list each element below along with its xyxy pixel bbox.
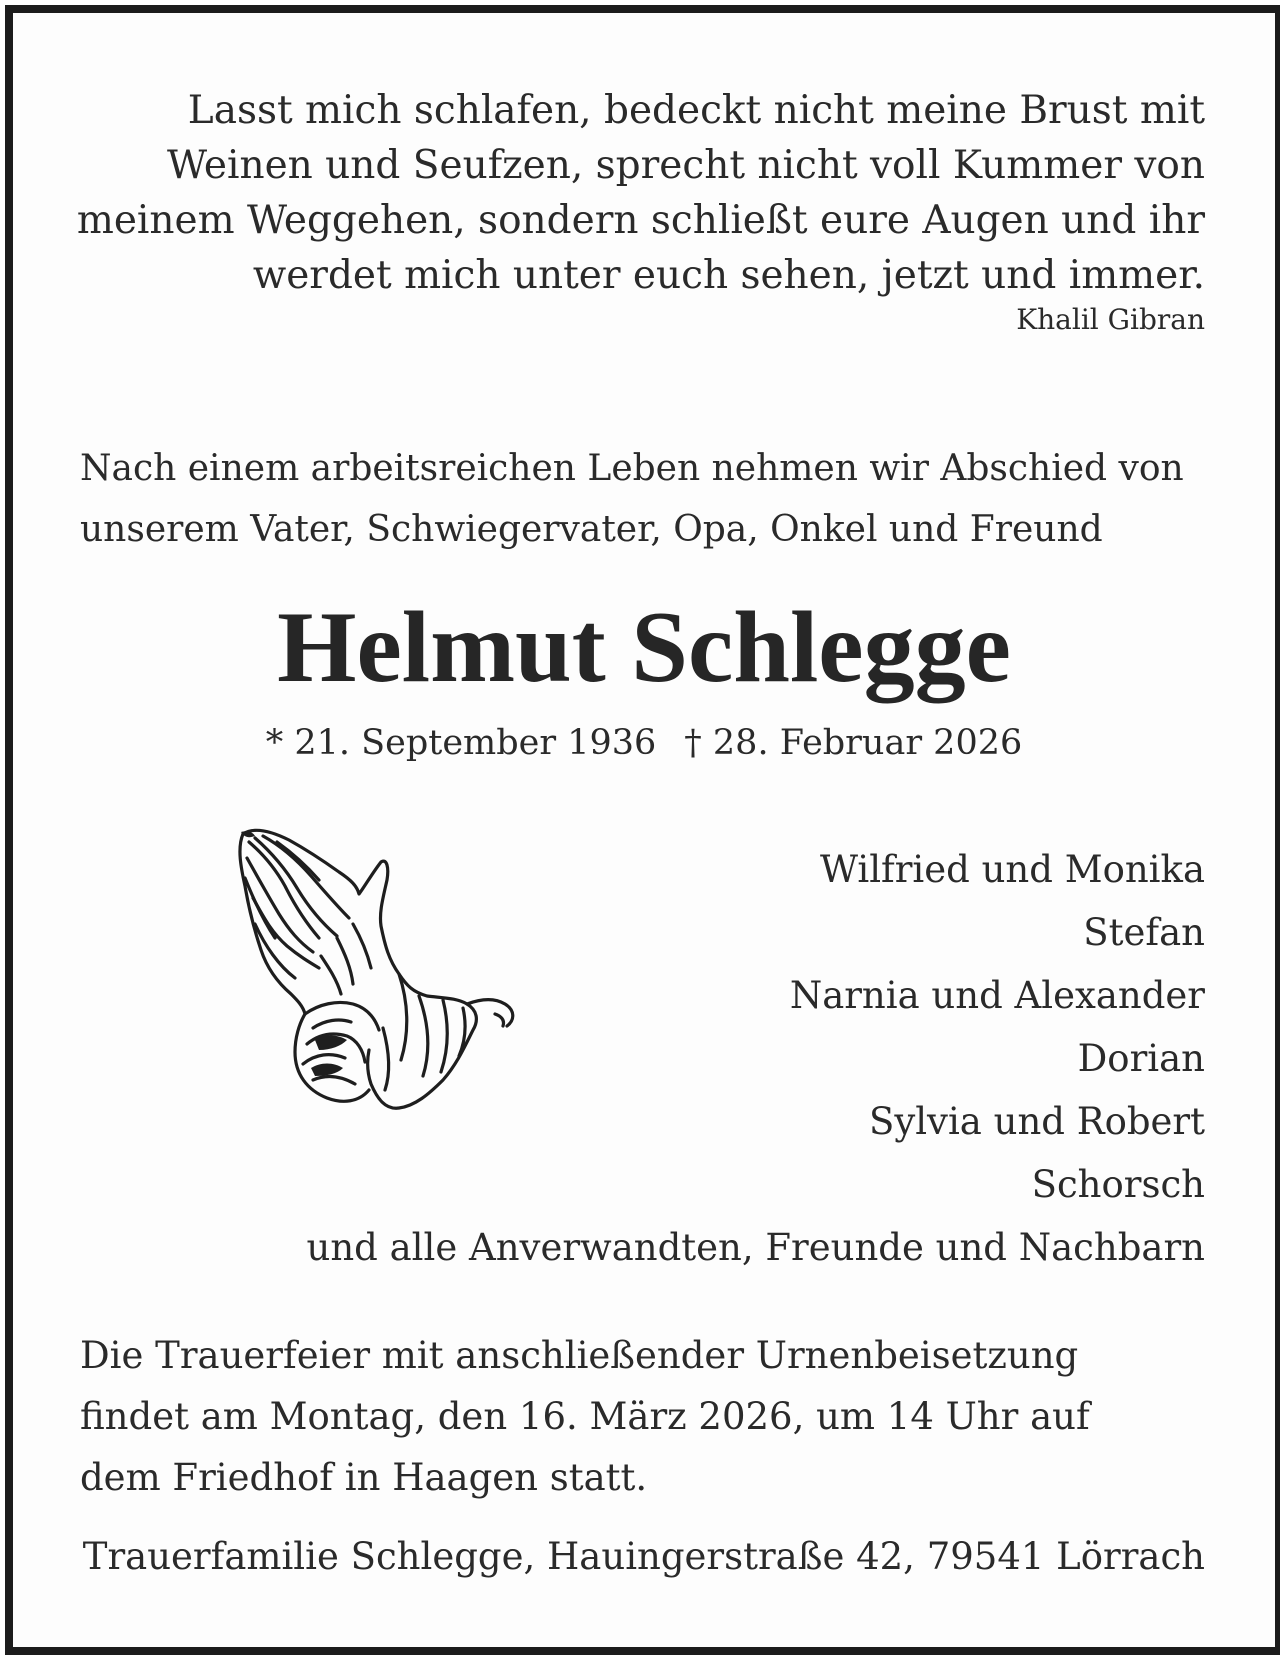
family-member: Wilfried und Monika (819, 848, 1205, 891)
quote-line: meinem Weggehen, sondern schließt eure Augen und ihr (76, 198, 1205, 243)
family-closing: und alle Anverwandten, Freunde und Nachbarn (306, 1226, 1205, 1269)
quote-line: Weinen und Seufzen, sprecht nicht voll Kummer von (167, 143, 1205, 188)
intro-line: Nach einem arbeitsreichen Leben nehmen wir Abschied von (80, 448, 1184, 489)
family-member: Narnia und Alexander (789, 974, 1205, 1017)
quote-line: werdet mich unter euch sehen, jetzt und immer. (252, 253, 1205, 298)
family-member: Dorian (1077, 1037, 1205, 1080)
obituary-frame (5, 5, 1280, 1655)
family-list (205, 838, 1205, 1279)
ceremony-line: findet am Montag, den 16. März 2026, um 14 Uhr auf (80, 1395, 1090, 1438)
quote-line: Lasst mich schlafen, bedeckt nicht meine Brust mit (187, 88, 1205, 133)
ceremony-line: Die Trauerfeier mit anschließender Urnenbeisetzung (80, 1334, 1079, 1377)
deceased-name: Helmut Schlegge (277, 591, 1011, 704)
ceremony-line: dem Friedhof in Haagen statt. (80, 1456, 648, 1499)
family-address: Trauerfamilie Schlegge, Hauingerstraße 42, 79541 Lörrach (82, 1535, 1205, 1578)
intro-text (80, 438, 1184, 560)
family-member: Schorsch (1031, 1163, 1205, 1206)
death-date: † 28. Februar 2026 (684, 723, 1023, 763)
quote (55, 83, 1205, 303)
ceremony-notice (80, 1325, 1090, 1508)
life-dates (13, 721, 1275, 765)
family-member: Sylvia und Robert (868, 1100, 1205, 1143)
intro-line: unserem Vater, Schwiegervater, Opa, Onkel und Freund (80, 509, 1103, 550)
quote-author: Khalil Gibran (1016, 303, 1205, 336)
birth-date: * 21. September 1936 (265, 723, 657, 763)
family-member: Stefan (1083, 911, 1205, 954)
